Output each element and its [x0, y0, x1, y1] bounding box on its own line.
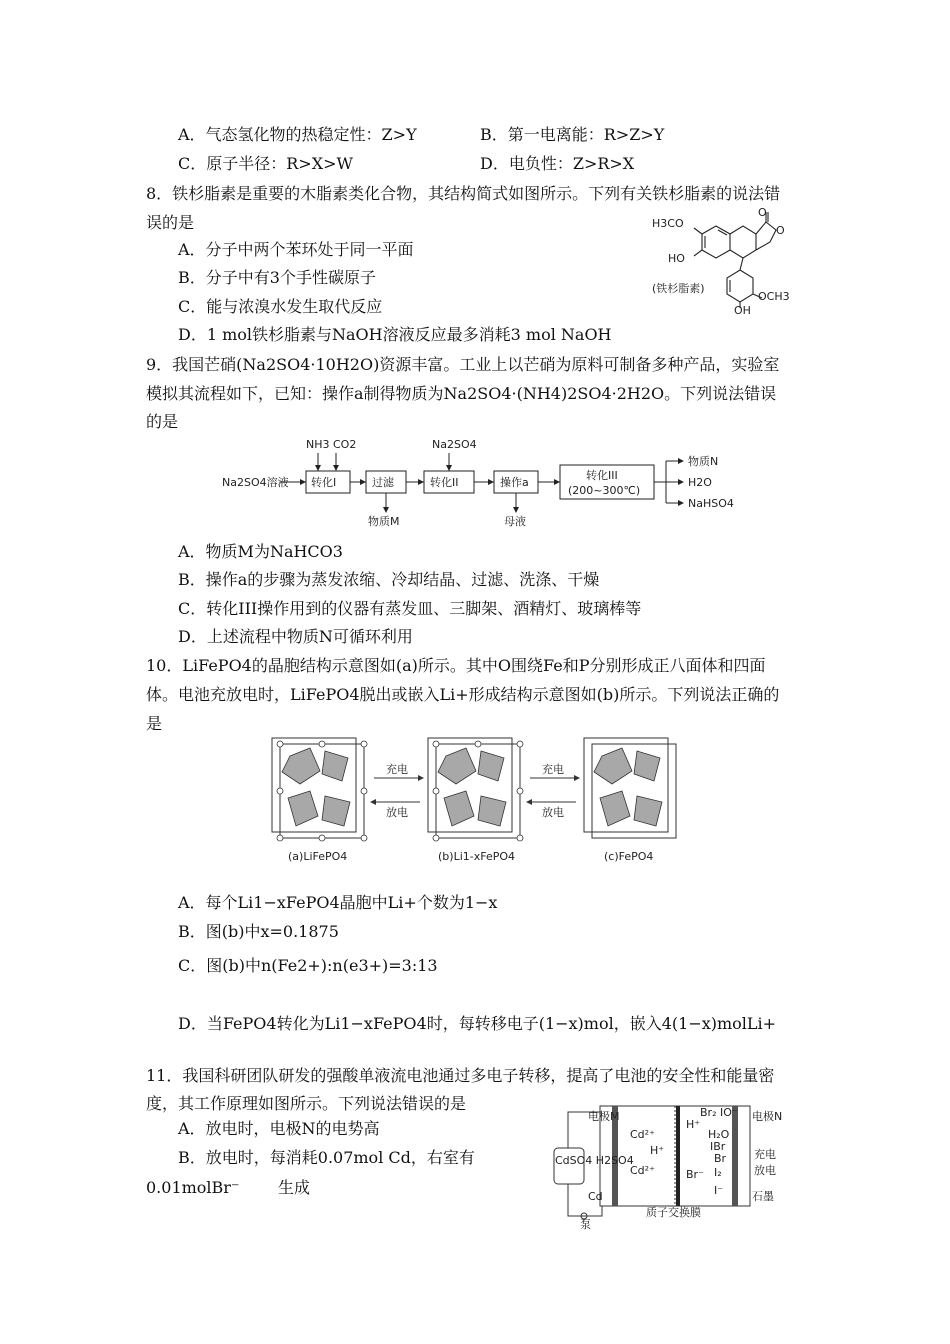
q11-option-b-line3: 生成: [278, 1178, 311, 1197]
q9-stem-line2: 模拟其流程如下，已知：操作a制得物质为Na2SO4·(NH4)2SO4·2H2O。下列说法错误: [146, 384, 777, 403]
q8-option-d: D．1 mol铁杉脂素与NaOH溶液反应最多消耗3 mol NaOH: [178, 325, 612, 344]
label-membrane: 质子交换膜: [646, 1206, 701, 1219]
svg-text:H⁺: H⁺: [650, 1144, 665, 1157]
q9-stem-line3: 的是: [146, 412, 179, 431]
svg-text:Br₂ IO⁻: Br₂ IO⁻: [700, 1106, 738, 1119]
label-pump: 泵: [580, 1218, 591, 1230]
q7-option-c: C．原子半径：R>X>W: [178, 154, 353, 173]
flow-step-5: 转化III: [586, 469, 618, 482]
q7-option-d: D．电负性：Z>R>X: [480, 154, 635, 173]
flow-step-4: 操作a: [500, 476, 529, 489]
q10-option-b: B．图(b)中x=0.1875: [178, 922, 339, 941]
flow-product-3: NaHSO4: [688, 497, 734, 510]
q11-battery-figure: [550, 1098, 795, 1230]
q8-option-b: B．分子中有3个手性碳原子: [178, 268, 376, 287]
molecule-group-h3co: H3CO: [652, 217, 684, 230]
q10-stem-line3: 是: [146, 714, 163, 733]
label-left-electrode: 电极M: [588, 1110, 620, 1123]
flow-step-3-input: Na2SO4: [432, 438, 477, 451]
flow-step-1: 转化I: [311, 476, 337, 489]
molecule-group-ring-o: O: [776, 224, 785, 237]
svg-text:H⁺: H⁺: [686, 1118, 701, 1131]
svg-text:I⁻: I⁻: [714, 1184, 724, 1197]
q8-stem-line2: 误的是: [146, 213, 195, 232]
q10-option-c: C．图(b)中n(Fe2+):n(e3+)=3:13: [178, 956, 438, 975]
crystal-label-b: (b)Li1-xFePO4: [438, 850, 516, 863]
charge-label-1: 充电: [386, 763, 408, 776]
q9-option-a: A．物质M为NaHCO3: [178, 542, 343, 561]
label-discharge: 放电: [754, 1164, 776, 1177]
q11-option-b-line2: 0.01molBr⁻: [146, 1178, 240, 1197]
svg-text:Cd²⁺: Cd²⁺: [630, 1164, 655, 1177]
molecule-group-ho: HO: [668, 252, 685, 265]
q8-option-c: C．能与浓溴水发生取代反应: [178, 297, 383, 316]
svg-text:Br: Br: [714, 1152, 727, 1165]
q11-stem-line1: 11．我国科研团队研发的强酸单液流电池通过多电子转移，提高了电池的安全性和能量密: [146, 1066, 775, 1085]
molecule-group-oh: OH: [734, 304, 751, 315]
label-graphite: 石墨: [752, 1190, 774, 1203]
q9-flow-chart: [220, 437, 740, 529]
q11-stem-line2: 度，其工作原理如图所示。下列说法错误的是: [146, 1094, 467, 1113]
flow-step-4-output: 母液: [504, 515, 526, 528]
svg-text:H₂O: H₂O: [708, 1128, 730, 1141]
flow-step-3: 转化II: [430, 476, 459, 489]
flow-product-2: H2O: [688, 476, 712, 489]
electrode-n: [732, 1106, 738, 1206]
q8-stem-line1: 8．铁杉脂素是重要的木脂素类化合物，其结构简式如图所示。下列有关铁杉脂素的说法错: [146, 184, 781, 203]
q11-option-a: A．放电时，电极N的电势高: [178, 1119, 380, 1138]
q11-option-b-line1: B．放电时，每消耗0.07mol Cd，右室有: [178, 1148, 475, 1167]
svg-text:IBr: IBr: [710, 1140, 726, 1153]
q10-stem-line2: 体。电池充放电时，LiFePO4脱出或嵌入Li+形成结构示意图如(b)所示。下列说法正确的: [146, 685, 780, 704]
q7-option-b: B．第一电离能：R>Z>Y: [480, 125, 665, 144]
molecule-caption: (铁杉脂素): [652, 282, 705, 295]
q9-option-c: C．转化III操作用到的仪器有蒸发皿、三脚架、酒精灯、玻璃棒等: [178, 599, 642, 618]
label-cd: Cd: [588, 1190, 603, 1203]
q8-molecule-figure: [650, 200, 800, 315]
flow-step-5-condition: (200~300℃): [568, 484, 641, 497]
flow-step-1-inputs: NH3 CO2: [306, 438, 357, 451]
q8-option-a: A．分子中两个苯环处于同一平面: [178, 240, 414, 259]
flow-step-2-output: 物质M: [368, 515, 400, 528]
q9-stem-line1: 9．我国芒硝(Na2SO4·10H2O)资源丰富。工业上以芒硝为原料可制备多种产品，实验室: [146, 355, 780, 374]
svg-text:I₂: I₂: [714, 1166, 722, 1179]
flow-start: Na2SO4溶液: [222, 476, 289, 489]
label-right-electrode: 电极N: [752, 1110, 783, 1123]
flow-step-2: 过滤: [372, 476, 394, 489]
discharge-label-2: 放电: [542, 806, 564, 819]
molecule-group-och3: OCH3: [758, 290, 790, 303]
crystal-label-c: (c)FePO4: [604, 850, 654, 863]
benzene-ring-left: [702, 226, 730, 258]
svg-text:Br⁻: Br⁻: [686, 1168, 704, 1181]
crystal-label-a: (a)LiFePO4: [288, 850, 348, 863]
q10-stem-line1: 10．LiFePO4的晶胞结构示意图如(a)所示。其中O围绕Fe和P分别形成正八面体和四面: [146, 656, 766, 675]
q9-option-b: B．操作a的步骤为蒸发浓缩、冷却结晶、过滤、洗涤、干燥: [178, 570, 600, 589]
molecule-group-carbonyl-o: O: [758, 206, 767, 219]
charge-label-2: 充电: [542, 763, 564, 776]
q10-option-d: D．当FePO4转化为Li1−xFePO4时，每转移电子(1−x)mol，嵌入4(1−x)molLi+: [178, 1014, 777, 1033]
benzene-ring-right: [727, 270, 753, 302]
q10-option-a: A．每个Li1−xFePO4晶胞中Li+个数为1−x: [178, 893, 498, 912]
discharge-label-1: 放电: [386, 806, 408, 819]
label-charge: 充电: [754, 1148, 776, 1161]
q7-option-a: A．气态氢化物的热稳定性：Z>Y: [178, 125, 417, 144]
q10-crystal-figure: [270, 736, 690, 868]
label-solution: CdSO4 H2SO4: [555, 1154, 634, 1167]
flow-product-1: 物质N: [688, 455, 719, 468]
svg-text:Cd²⁺: Cd²⁺: [630, 1128, 655, 1141]
q9-option-d: D．上述流程中物质N可循环利用: [178, 627, 413, 646]
